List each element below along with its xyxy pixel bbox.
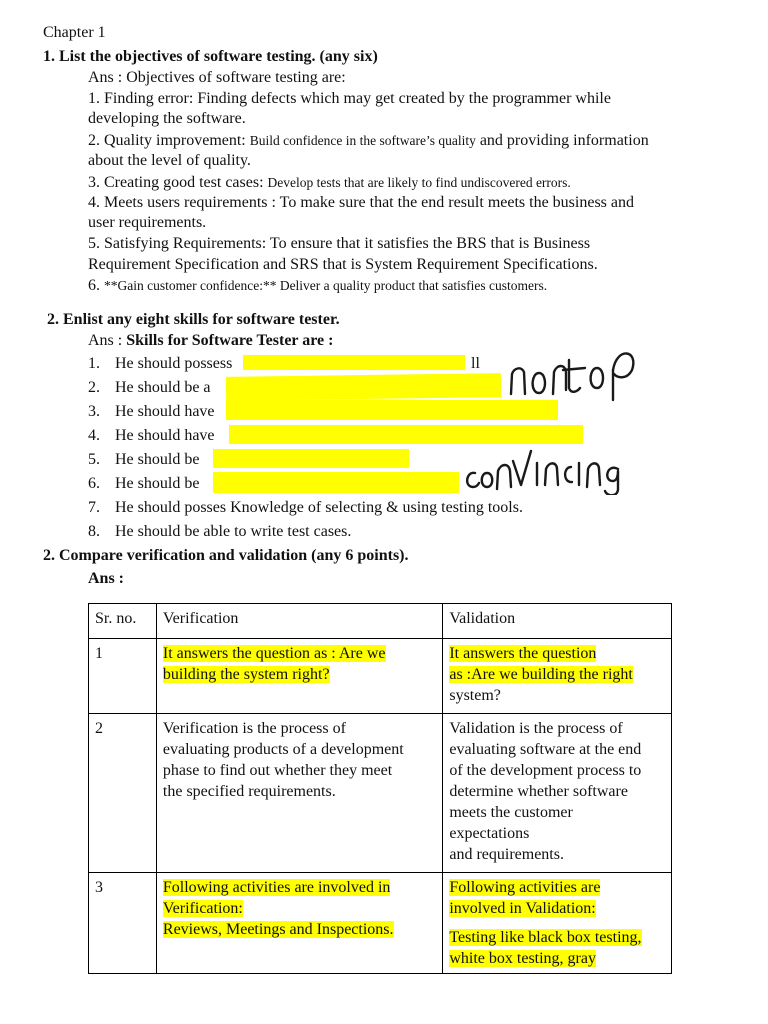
q1-item-5-line-1: 5. Satisfying Requirements: To ensure that it satisfies the BRS that is Business — [88, 235, 591, 252]
header-verification: Verification — [156, 604, 442, 639]
skill-num: 2. — [88, 379, 100, 396]
skill-item-1 — [88, 353, 480, 374]
redaction-highlight — [213, 449, 409, 468]
handwriting-convincing — [461, 445, 625, 495]
cell-line: Verification: — [162, 900, 243, 917]
q2-answer-intro — [88, 330, 333, 351]
table-row — [89, 639, 672, 714]
handwriting-nontop — [505, 340, 640, 402]
row-2-verification — [156, 714, 442, 873]
q1-item-1-line-2: developing the software. — [88, 110, 246, 127]
cell-line: It answers the question as : Are we — [162, 645, 386, 662]
q1-item-2-small: Build confidence in the software’s quality — [249, 133, 476, 148]
table-row — [89, 873, 672, 974]
skill-num: 3. — [88, 403, 100, 420]
cell-line: involved in Validation: — [449, 900, 596, 917]
row-3-validation — [443, 873, 672, 974]
q1-item-2-line-1 — [88, 130, 649, 151]
redaction-highlight — [213, 472, 459, 493]
cell-line: meets the customer — [449, 804, 573, 821]
skill-num: 5. — [88, 451, 100, 468]
skill-text: He should possess — [115, 355, 233, 372]
q2-ans-bold: Skills for Software Tester are : — [126, 332, 334, 349]
skill-num: 6. — [88, 475, 100, 492]
cell-line: Following activities are involved in — [162, 879, 391, 896]
q1-item-5-line-2: Requirement Specification and SRS that is System Requirement Specifications. — [88, 256, 598, 273]
cell-line: expectations — [449, 825, 530, 842]
skill-item-3 — [88, 401, 215, 422]
cell-line: Validation is the process of — [449, 720, 623, 737]
q1-item-3 — [88, 172, 571, 193]
q1-item-4-line-2: user requirements. — [88, 214, 207, 231]
row-2-sr: 2 — [89, 714, 157, 873]
q1-item-6-lead: 6. — [88, 277, 104, 294]
table-header-row — [89, 604, 672, 639]
skill-item-6 — [88, 473, 200, 494]
skill-item-4 — [88, 425, 215, 446]
skill-item-2 — [88, 377, 211, 398]
cell-line: the specified requirements. — [162, 783, 336, 800]
skill-num: 7. — [88, 499, 100, 516]
skill-text: He should be — [115, 451, 200, 468]
row-3-sr: 3 — [89, 873, 157, 974]
q1-item-3-lead: 3. Creating good test cases: — [88, 174, 268, 191]
cell-line: evaluating software at the end — [449, 741, 642, 758]
skill-text: He should posses Knowledge of selecting & using testing tools. — [115, 499, 523, 516]
q3-ans: Ans : — [88, 570, 125, 587]
skill-text: He should be a — [115, 379, 211, 396]
table-row — [89, 714, 672, 873]
q2-title: 2. Enlist any eight skills for software tester. — [47, 311, 340, 328]
skill-text: He should be able to write test cases. — [115, 523, 352, 540]
redaction-highlight — [229, 425, 583, 444]
skill-text: He should have — [115, 427, 215, 444]
skill-item-5 — [88, 449, 200, 470]
cell-line: of the development process to — [449, 762, 642, 779]
cell-line: white box testing, gray — [449, 950, 596, 967]
skill-item-8 — [88, 521, 352, 542]
q2-ans-label: Ans : — [88, 332, 127, 349]
q1-title: 1. List the objectives of software testing. (any six) — [43, 48, 378, 65]
skill-num: 4. — [88, 427, 100, 444]
cell-line: building the system right? — [162, 666, 330, 683]
skill-num: 8. — [88, 523, 100, 540]
cell-line: Reviews, Meetings and Inspections. — [162, 921, 394, 938]
redaction-highlight — [226, 400, 558, 420]
q1-item-4-line-1: 4. Meets users requirements : To make sure that the end result meets the business and — [88, 194, 635, 211]
skill-text: He should have — [115, 403, 215, 420]
cell-line: determine whether software — [449, 783, 628, 800]
cell-line: It answers the question — [449, 645, 597, 662]
row-2-validation — [443, 714, 672, 873]
cell-line: as :Are we building the right — [449, 666, 633, 683]
q1-item-3-small: Develop tests that are likely to find undiscovered errors. — [267, 175, 571, 190]
skill-text: He should be — [115, 475, 200, 492]
chapter-title: Chapter 1 — [43, 24, 106, 41]
row-1-sr: 1 — [89, 639, 157, 714]
q1-item-6 — [88, 275, 547, 296]
cell-line: Testing like black box testing, — [449, 929, 642, 946]
skill-num: 1. — [88, 355, 100, 372]
cell-line: system? — [449, 687, 501, 704]
header-sr-no: Sr. no. — [89, 604, 157, 639]
row-1-validation — [443, 639, 672, 714]
row-1-verification — [156, 639, 442, 714]
skill-tail: ll — [471, 355, 480, 372]
q1-item-1-line-1: 1. Finding error: Finding defects which may get created by the programmer while — [88, 90, 611, 107]
redaction-highlight — [226, 373, 501, 401]
q1-item-2-line-2: about the level of quality. — [88, 152, 251, 169]
cell-line: phase to find out whether they meet — [162, 762, 393, 779]
cell-line: Verification is the process of — [162, 720, 346, 737]
header-validation: Validation — [443, 604, 672, 639]
q3-title: 2. Compare verification and validation (any 6 points). — [43, 547, 409, 564]
q1-item-6-small: **Gain customer confidence:** Deliver a quality product that satisfies customers. — [104, 278, 548, 293]
q1-item-2-rest: and providing information — [475, 132, 649, 149]
q1-item-2-lead: 2. Quality improvement: — [88, 132, 250, 149]
row-3-verification — [156, 873, 442, 974]
cell-line: evaluating products of a development — [162, 741, 404, 758]
cell-line: and requirements. — [449, 846, 564, 863]
q1-answer-intro: Ans : Objectives of software testing are: — [88, 69, 346, 86]
comparison-table — [88, 603, 672, 974]
skill-item-7 — [88, 497, 523, 518]
redaction-highlight — [243, 355, 465, 370]
cell-line: Following activities are — [449, 879, 601, 896]
